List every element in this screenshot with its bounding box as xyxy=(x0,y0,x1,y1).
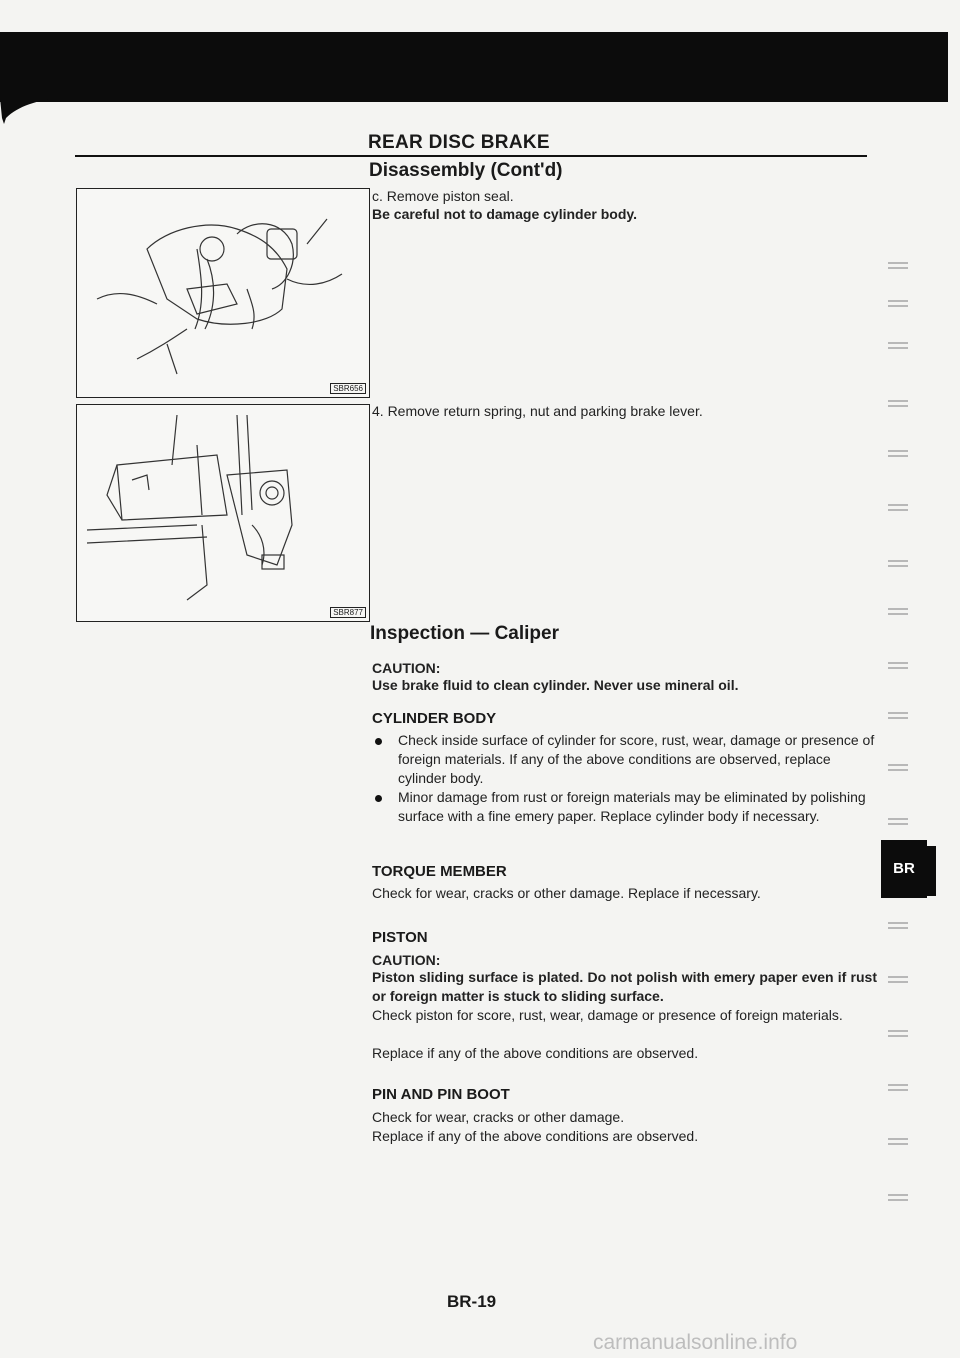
margin-index-mark xyxy=(888,342,908,352)
header-black-band xyxy=(0,32,948,102)
torque-member-text: Check for wear, cracks or other damage. Replace if necessary. xyxy=(372,885,761,901)
margin-index-mark xyxy=(888,400,908,410)
piston-text: Check piston for score, rust, wear, damage or presence of foreign materials. xyxy=(372,1007,843,1023)
figure-label: SBR877 xyxy=(330,607,366,618)
margin-index-mark xyxy=(888,450,908,460)
margin-index-mark xyxy=(888,976,908,986)
piston-replace-text: Replace if any of the above conditions are observed. xyxy=(372,1045,699,1061)
pin-boot-replace-text: Replace if any of the above conditions are observed. xyxy=(372,1128,699,1144)
caution-text: Use brake fluid to clean cylinder. Never use mineral oil. xyxy=(372,677,739,693)
margin-index-mark xyxy=(888,262,908,272)
list-item: Minor damage from rust or foreign materials may be eliminated by polishing surface with a fine emery paper. Replace cylinder body if necessary. xyxy=(372,788,877,826)
margin-index-mark xyxy=(888,764,908,774)
list-item: Check inside surface of cylinder for score, rust, wear, damage or presence of foreign materials. If any of the above conditions are observed, replace cylinder body. xyxy=(372,731,877,788)
margin-index-mark xyxy=(888,1138,908,1148)
subtitle: Disassembly (Cont'd) xyxy=(369,160,563,181)
margin-index-mark xyxy=(888,300,908,310)
margin-index-mark xyxy=(888,504,908,514)
piston-heading: PISTON xyxy=(372,929,428,946)
pin-boot-text: Check for wear, cracks or other damage. xyxy=(372,1109,625,1125)
page-number: BR-19 xyxy=(447,1292,497,1311)
section-tab-br: BR xyxy=(881,840,927,898)
piston-caution-text: Piston sliding surface is plated. Do not polish with emery paper even if rust or foreign matter is stuck to sliding surface. xyxy=(372,969,877,1004)
figure-sbr877 xyxy=(76,404,370,622)
watermark: carmanualsonline.info xyxy=(593,1331,798,1354)
caution-label: CAUTION: xyxy=(372,660,441,676)
section-tab-edge xyxy=(927,846,936,896)
cylinder-body-heading: CYLINDER BODY xyxy=(372,710,497,727)
inspection-title: Inspection — Caliper xyxy=(370,623,559,644)
figure-label: SBR656 xyxy=(330,383,366,394)
torque-member-heading: TORQUE MEMBER xyxy=(372,863,507,880)
margin-index-mark xyxy=(888,662,908,672)
margin-index-mark xyxy=(888,922,908,932)
piston-caution-label: CAUTION: xyxy=(372,952,441,968)
margin-index-mark xyxy=(888,1084,908,1094)
margin-index-mark xyxy=(888,818,908,828)
step-c-text: c. Remove piston seal. xyxy=(372,188,514,204)
title-rule xyxy=(75,155,867,157)
caliper-piston-illustration xyxy=(77,189,369,397)
header-curve-decoration xyxy=(0,98,60,126)
step-c-caution: Be careful not to damage cylinder body. xyxy=(372,206,638,222)
bullet-icon xyxy=(375,795,382,802)
parking-lever-illustration xyxy=(77,405,369,621)
figure-sbr656 xyxy=(76,188,370,398)
margin-index-mark xyxy=(888,608,908,618)
step-4-text: 4. Remove return spring, nut and parking brake lever. xyxy=(372,403,703,419)
pin-boot-heading: PIN AND PIN BOOT xyxy=(372,1086,510,1103)
margin-index-mark xyxy=(888,1030,908,1040)
margin-index-mark xyxy=(888,712,908,722)
margin-index-mark xyxy=(888,1194,908,1204)
section-title: REAR DISC BRAKE xyxy=(368,132,550,153)
bullet-icon xyxy=(375,738,382,745)
margin-index-mark xyxy=(888,560,908,570)
